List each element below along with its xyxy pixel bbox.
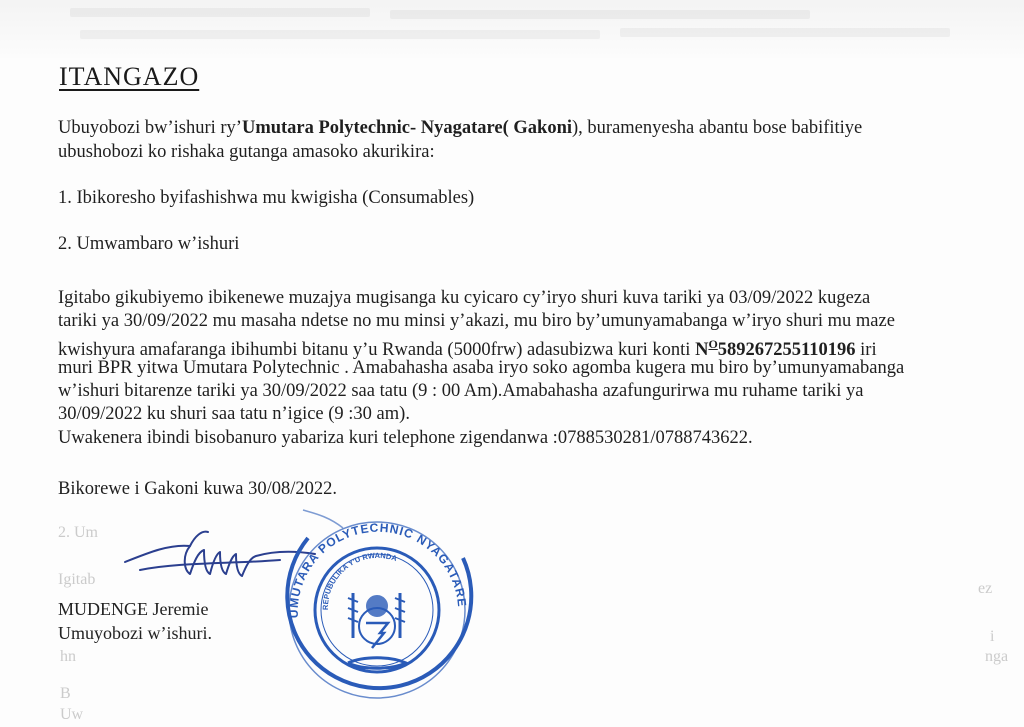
signer-name: MUDENGE Jeremie (58, 599, 209, 619)
list-item-1: 1. Ibikoresho byifashishwa mu kwigisha (Consumables) (58, 188, 475, 208)
scan-bleed-line (80, 30, 600, 39)
account-superscript: O (708, 337, 718, 351)
scan-bleed-text: hn (60, 648, 76, 665)
body-line-1: Igitabo gikubiyemo ibikenewe muzajya mugisanga ku cyicaro cy’iryo shuri kuva tariki ya 03/09/2022 kugeza (58, 288, 871, 308)
list-item-2: 2. Umwambaro w’ishuri (58, 234, 240, 254)
page-title: ITANGAZO (59, 62, 200, 91)
intro-line-2: ubushobozi ko rishaka gutanga amasoko akurikira: (58, 142, 435, 162)
body-line-5: w’ishuri bitarenze tariki ya 30/09/2022 saa tatu (9 : 00 Am).Amabahasha azafungurirwa mu ruhame tariki ya (58, 381, 864, 401)
body-line-7: Uwakenera ibindi bisobanuro yabariza kuri telephone zigendanwa :0788530281/0788743622. (58, 428, 753, 448)
body-line-2: tariki ya 30/09/2022 mu masaha ndetse no mu minsi y’akazi, mu biro by’umunyamabanga w’iryo shuri mu maze (58, 311, 895, 331)
stamp-outer-text: UMUTARA POLYTECHNIC NYAGATARE (286, 520, 470, 619)
intro-suffix: ), buramenyesha abantu bose babifitiye (572, 118, 863, 138)
svg-text:REPUBULIKA Y'U RWANDA (321, 551, 399, 610)
scan-bleed-text: B (60, 685, 71, 702)
body-line-3-end: iri (855, 340, 877, 360)
scan-bleed-text: Uw (60, 706, 84, 723)
account-number: 589267255110196 (717, 340, 856, 360)
stamp-inner-text: REPUBULIKA Y'U RWANDA (320, 550, 399, 611)
scan-bleed-text: 2. Um (58, 524, 98, 541)
intro-line-1 (58, 117, 862, 140)
scan-bleed-text: i (990, 628, 995, 645)
scan-bleed-text: Igitab (58, 571, 96, 588)
scan-bleed-line (620, 28, 950, 37)
account-prefix: N (695, 340, 709, 360)
intro-prefix: Ubuyobozi bw’ishuri ry’ (58, 118, 242, 138)
scan-bleed-text: ez (978, 580, 993, 597)
official-stamp-seal (268, 498, 486, 716)
body-line-3-text: kwishyura amafaranga ibihumbi bitanu y’u Rwanda (5000frw) adasubizwa kuri konti (58, 340, 696, 360)
school-name: Umutara Polytechnic- Nyagatare( Gakoni (241, 118, 572, 138)
scan-bleed-line (70, 8, 370, 17)
date-line: Bikorewe i Gakoni kuwa 30/08/2022. (58, 479, 337, 499)
scan-bleed-text: nga (985, 648, 1009, 665)
body-line-6: 30/09/2022 ku shuri saa tatu n’igice (9 :30 am). (58, 404, 410, 424)
scan-bleed-line (390, 10, 810, 19)
body-line-4: muri BPR yitwa Umutara Polytechnic . Amabahasha asaba iryo soko agomba kugera mu biro by’umunyamabanga (58, 358, 905, 378)
signer-role: Umuyobozi w’ishuri. (58, 623, 212, 643)
